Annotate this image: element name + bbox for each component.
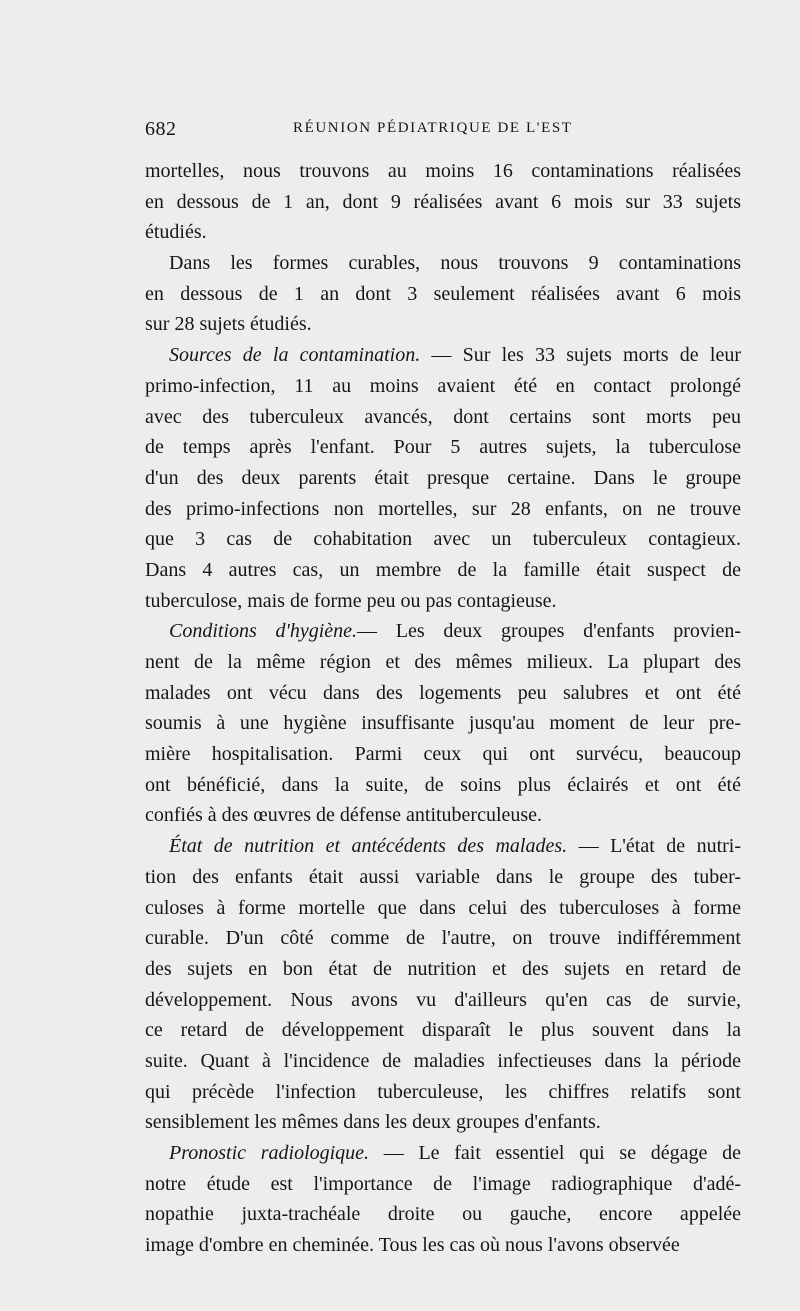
line-text: qui précède l'infection tuberculeuse, les chiffres relatifs sont [145, 1080, 741, 1103]
line-text: curable. D'un côté comme de l'autre, on trouve indifféremment [145, 927, 741, 950]
line-text: nopathie juxta-trachéale droite ou gauche, encore appelée [145, 1203, 741, 1226]
text-line [145, 800, 741, 831]
text-line [145, 279, 741, 310]
text-line [145, 893, 741, 924]
section-heading: Sources de la contamination. [169, 344, 421, 367]
body-text [145, 156, 741, 1261]
line-text: Dans les formes curables, nous trouvons 9 contaminations [169, 252, 741, 275]
line-text: d'un des deux parents était presque certaine. Dans le groupe [145, 466, 741, 489]
text-line [145, 1046, 741, 1077]
text-line [145, 187, 741, 218]
text-line [145, 616, 741, 647]
section-heading: Conditions d'hygiène. [169, 620, 358, 643]
line-text: tion des enfants était aussi variable dans le groupe des tuber- [145, 865, 741, 888]
text-line [145, 586, 741, 617]
text-line [145, 647, 741, 678]
text-line [145, 494, 741, 525]
text-line [145, 340, 741, 371]
text-line [145, 739, 741, 770]
page-number: 682 [145, 118, 177, 140]
text-line [145, 1107, 741, 1138]
line-text: — Les deux groupes d'enfants provien- [357, 620, 741, 643]
text-line [145, 402, 741, 433]
text-line [145, 432, 741, 463]
line-text: mière hospitalisation. Parmi ceux qui ont survécu, beaucoup [145, 743, 741, 766]
line-text: mortelles, nous trouvons au moins 16 contaminations réalisées [145, 160, 741, 182]
line-text: confiés à des œuvres de défense antituberculeuse. [145, 804, 543, 827]
line-text: sensiblement les mêmes dans les deux groupes d'enfants. [145, 1111, 601, 1134]
text-line [145, 555, 741, 586]
line-text: sur 28 sujets étudiés. [145, 313, 312, 336]
line-text: ont bénéficié, dans la suite, de soins plus éclairés et ont été [145, 773, 741, 796]
line-text: des sujets en bon état de nutrition et des sujets en retard de [145, 957, 741, 980]
text-line [145, 309, 741, 340]
line-text: en dessous de 1 an, dont 9 réalisées avant 6 mois sur 33 sujets [145, 190, 741, 213]
line-text: culoses à forme mortelle que dans celui des tuberculoses à forme [145, 896, 741, 919]
page-header [145, 118, 741, 144]
section-heading: Pronostic radiologique. [169, 1142, 370, 1164]
text-line [145, 708, 741, 739]
text-line [145, 770, 741, 801]
line-text: de temps après l'enfant. Pour 5 autres sujets, la tuberculose [145, 436, 741, 459]
line-text: — Le fait essentiel qui se dégage de [369, 1142, 741, 1164]
text-line [145, 954, 741, 985]
line-text: — L'état de nutri- [567, 835, 742, 858]
section-heading: État de nutrition et antécédents des malades. [169, 835, 568, 858]
text-line [145, 524, 741, 555]
text-line [145, 248, 741, 279]
text-line [145, 1015, 741, 1046]
line-text: avec des tuberculeux avancés, dont certains sont morts peu [145, 405, 741, 428]
line-text: notre étude est l'importance de l'image radiographique d'adé- [145, 1172, 741, 1195]
text-line [145, 217, 741, 248]
line-text: en dessous de 1 an dont 3 seulement réalisées avant 6 mois [145, 282, 741, 305]
line-text: Dans 4 autres cas, un membre de la famille était suspect de [145, 558, 741, 581]
text-line [145, 1230, 741, 1261]
running-title: RÉUNION PÉDIATRIQUE DE L'EST [293, 120, 573, 136]
line-text: étudiés. [145, 221, 207, 244]
line-text: malades ont vécu dans des logements peu salubres et ont été [145, 681, 741, 704]
line-text: suite. Quant à l'incidence de maladies infectieuses dans la période [145, 1049, 741, 1072]
text-line [145, 1077, 741, 1108]
text-line [145, 678, 741, 709]
text-line [145, 463, 741, 494]
line-text: développement. Nous avons vu d'ailleurs qu'en cas de survie, [145, 988, 741, 1011]
line-text: primo-infection, 11 au moins avaient été en contact prolongé [145, 374, 741, 397]
line-text: soumis à une hygiène insuffisante jusqu'au moment de leur pre- [145, 712, 741, 735]
text-line [145, 156, 741, 187]
line-text: des primo-infections non mortelles, sur 28 enfants, on ne trouve [145, 497, 741, 520]
text-line [145, 1169, 741, 1200]
text-line [145, 1138, 741, 1169]
line-text: nent de la même région et des mêmes milieux. La plupart des [145, 651, 741, 673]
line-text: image d'ombre en cheminée. Tous les cas où nous l'avons observée [145, 1234, 680, 1257]
line-text: ce retard de développement disparaît le plus souvent dans la [145, 1019, 741, 1042]
text-line [145, 371, 741, 402]
line-text: tuberculose, mais de forme peu ou pas contagieuse. [145, 589, 557, 612]
text-line [145, 831, 741, 862]
text-line [145, 1199, 741, 1230]
line-text: que 3 cas de cohabitation avec un tuberculeux contagieux. [145, 528, 741, 551]
text-line [145, 862, 741, 893]
line-text: — Sur les 33 sujets morts de leur [420, 344, 741, 367]
text-line [145, 985, 741, 1016]
text-line [145, 923, 741, 954]
